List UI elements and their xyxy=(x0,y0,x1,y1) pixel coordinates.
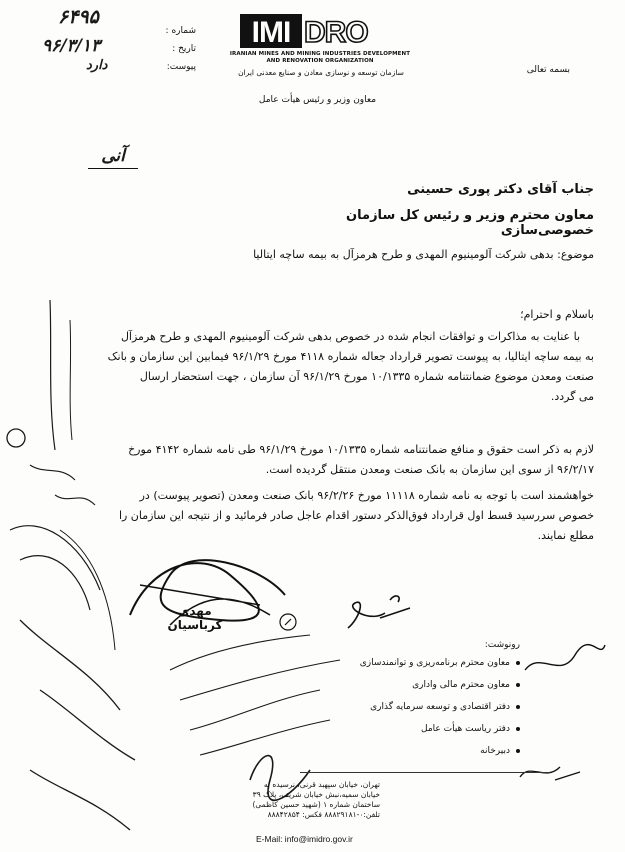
svg-text:IMI: IMI xyxy=(251,16,291,48)
paragraph-line: خصوص سررسید قسط اول قرارداد فوق‌الذکر دستور اقدام عاجل صادر فرمائید و از نتیجه این سازمان را xyxy=(118,509,594,522)
attachment-value: دارد xyxy=(86,58,108,73)
bullet-icon xyxy=(516,749,520,753)
subject-label: موضوع: xyxy=(557,248,594,261)
bullet-icon xyxy=(516,683,520,687)
subject-line xyxy=(180,248,594,261)
recipient-name: جناب آقای دکتر پوری حسینی xyxy=(407,182,594,197)
cc-item: معاون محترم مالی واداری xyxy=(330,680,520,702)
paragraph-line: ۹۶/۲/۱۷ از سوی این سازمان به بانک صنعت ومعدن منتقل گردیده است. xyxy=(265,463,594,476)
attachment-label: پیوست: xyxy=(166,62,196,72)
paragraph-2 xyxy=(100,440,594,480)
footer-line: خیابان سمیه،نبش خیابان شریف، پلاک ۳۹ xyxy=(252,790,380,799)
svg-text:DRO: DRO xyxy=(304,16,368,48)
logo-english-line-2: AND RENOVATION ORGANIZATION xyxy=(266,58,374,64)
paragraph-line: به بیمه ساچه ایتالیا، به پیوست تصویر قرارداد جعاله شماره ۴۱۱۸ مورخ ۹۶/۱/۲۹ فیمابین این سازمان و بانک xyxy=(107,350,594,363)
circled-mark xyxy=(278,612,298,632)
letter-number-value: ۶۴۹۵ xyxy=(58,6,99,28)
imidro-logo xyxy=(240,14,400,48)
sender-office: معاون وزیر و رئیس هیأت عامل xyxy=(258,95,377,105)
cc-item: معاون محترم برنامه‌ریزی و توانمندسازی xyxy=(330,658,520,680)
cc-initials-scribble xyxy=(520,630,610,690)
number-label: شماره : xyxy=(165,26,196,36)
cc-label: رونوشت: xyxy=(484,640,520,650)
paragraph-3 xyxy=(100,486,594,546)
urgency-label: آنی xyxy=(101,146,125,166)
logo-english-line-1: IRANIAN MINES AND MINING INDUSTRIES DEVELOPMENT xyxy=(229,51,411,57)
cc-list xyxy=(330,658,520,768)
paragraph-1 xyxy=(100,327,594,407)
paragraph-line: با عنایت به مذاکرات و توافقات انجام شده در خصوص بدهی شرکت آلومینیوم المهدی و طرح هرمزآل xyxy=(120,330,580,343)
footer-email: E-Mail: info@imidro.gov.ir xyxy=(256,834,353,844)
margin-handwriting-left xyxy=(0,290,140,850)
recipient-title: معاون محترم وزیر و رئیس کل سازمان خصوصی‌سازی xyxy=(346,208,594,238)
imidro-logo-mark xyxy=(240,14,400,48)
footer-line: ساختمان شماره ۱ (شهید حسین کاظمی) xyxy=(252,800,380,809)
footer-address xyxy=(250,780,380,820)
paragraph-line: می گردد. xyxy=(550,390,594,403)
logo-persian-line: سازمان توسعه و نوسازی معادن و صنایع معدنی ایران xyxy=(238,68,404,77)
cc-item: دفتر ریاست هیأت عامل xyxy=(330,724,520,746)
cc-item: دبیرخانه xyxy=(330,746,520,768)
bullet-icon xyxy=(516,661,520,665)
paragraph-line: صنعت ومعدن موضوع ضمانتنامه شماره ۱۰/۱۳۳۵ مورخ ۹۶/۱/۲۹ آن سازمان ، جهت استحضار ارسال xyxy=(139,370,594,383)
paragraph-line: لازم به ذکر است حقوق و منافع ضمانتنامه شماره ۱۰/۱۳۳۵ مورخ ۹۶/۱/۲۹ طی نامه شماره ۴۱۴۲ مورخ xyxy=(128,443,594,456)
basmala: بسمه تعالی xyxy=(526,65,570,75)
paragraph-line: مطلع نمایند. xyxy=(537,529,594,542)
bullet-icon xyxy=(516,705,520,709)
date-label: تاریخ : xyxy=(172,44,196,54)
subject-text: بدهی شرکت آلومینیوم المهدی و طرح هرمزآل به بیمه ساچه ایتالیا xyxy=(253,248,554,261)
footer-divider xyxy=(300,772,550,773)
greeting: باسلام و احترام؛ xyxy=(520,308,594,321)
paragraph-line: خواهشمند است با توجه به نامه شماره ۱۱۱۱۸ مورخ ۹۶/۲/۲۶ بانک صنعت ومعدن (تصویر پیوست) در xyxy=(139,489,594,502)
letter-date-value: ۹۶/۳/۱۳ xyxy=(42,36,101,56)
footer-line: تهران، خیابان سپهبد قرنی، نرسیده به xyxy=(263,780,380,789)
urgency-underline xyxy=(88,168,138,169)
footer-line: تلفن:۰-۸۸۸۲۹۱۸۱ فکس: ۸۸۸۴۲۸۵۴ xyxy=(267,810,380,819)
cc-item: دفتر اقتصادی و توسعه سرمایه گذاری xyxy=(330,702,520,724)
bullet-icon xyxy=(516,727,520,731)
signatory-name: مهدی کرباسیان xyxy=(167,604,223,632)
